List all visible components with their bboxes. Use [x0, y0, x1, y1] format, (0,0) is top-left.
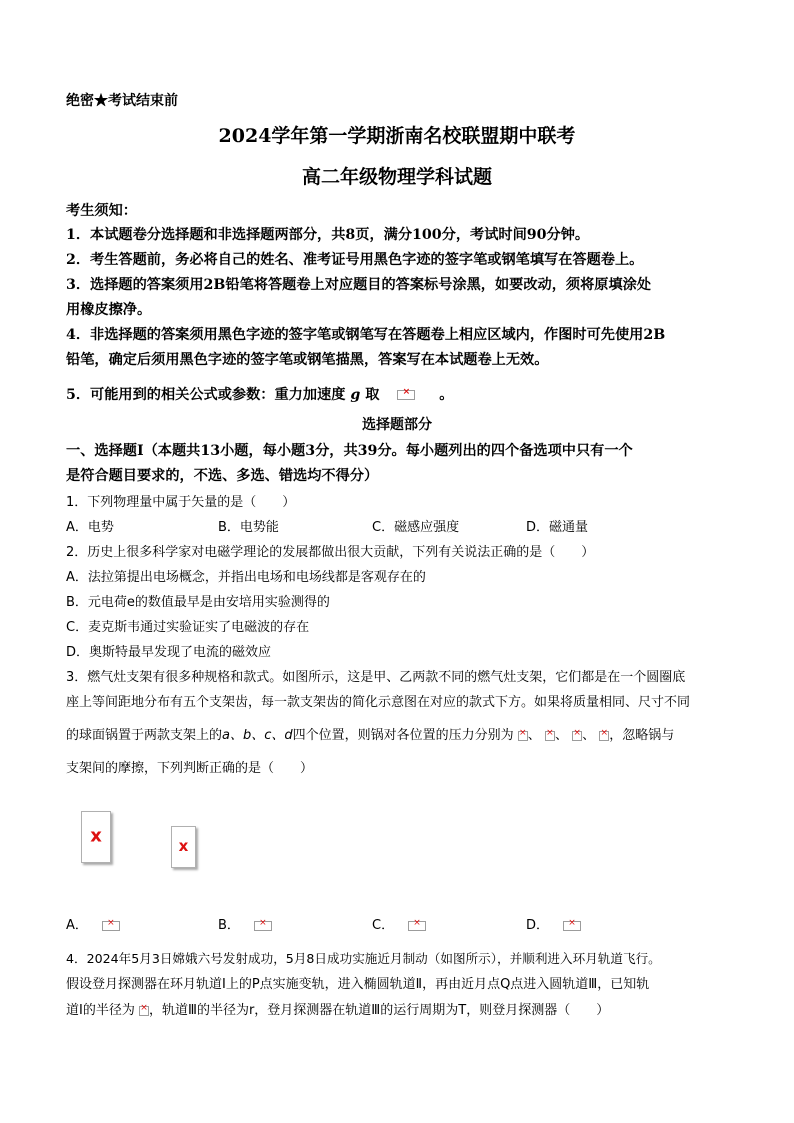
exam-title: 2024学年第一学期浙南名校联盟期中联考 [218, 125, 576, 147]
q2-option-b: B．元电荷e的数值最早是由安培用实验测得的 [66, 595, 330, 610]
q3-line-2: 座上等间距地分布有五个支架齿，每一款支架齿的简化示意图在对应的款式下方。如果将质量相同、尺寸不同 [66, 695, 691, 710]
gravity-symbol: g [350, 387, 361, 403]
q4-line-3 [66, 999, 609, 1018]
notice-line-5-end: 。 [439, 387, 454, 403]
q3-option-c-label: C． [372, 918, 395, 933]
notice-line-3b: 用橡皮擦净。 [66, 302, 152, 318]
broken-image-icon [102, 921, 120, 931]
q3-line-4: 支架间的摩擦，下列判断正确的是（ ） [66, 761, 314, 776]
broken-image-icon [397, 390, 415, 400]
notice-line-4b: 铅笔，确定后须用黑色字迹的签字笔或钢笔描黑，答案写在本试题卷上无效。 [66, 352, 549, 368]
q3-line-3-suffix: ，忽略锅与 [609, 728, 675, 743]
broken-image-icon [563, 921, 581, 931]
broken-image-icon [545, 731, 555, 741]
q3-line-3-prefix: 的球面锅置于两款支架上的 [66, 728, 223, 743]
notice-line-5 [66, 384, 453, 404]
q3-option-b [218, 914, 272, 933]
section-title: 选择题部分 [362, 417, 432, 433]
q3-line-3-mid: 四个位置，则锅对各位置的压力分别为 [292, 728, 514, 743]
notice-line-5-prefix: 5．可能用到的相关公式或参数：重力加速度 [66, 387, 346, 403]
q3-sep-1: 、 [527, 728, 541, 743]
notice-line-3a: 3．选择题的答案须用2B铅笔将答题卷上对应题目的答案标号涂黑，如要改动，须将原填涂处 [66, 277, 652, 293]
q4-line-3-prefix: 道Ⅰ的半径为 [66, 1003, 135, 1018]
q2-option-d: D．奥斯特最早发现了电流的磁效应 [66, 645, 272, 660]
part1-instructions-line-2: 是符合题目要求的，不选、多选、错选均不得分） [66, 468, 379, 484]
q1-option-c: C．磁感应强度 [372, 520, 460, 535]
broken-figure-icon: x [171, 826, 196, 868]
q3-option-c [372, 914, 426, 933]
q3-line-3 [66, 724, 674, 743]
broken-image-icon [599, 731, 609, 741]
q1-option-d: D．磁通量 [526, 520, 589, 535]
q1-option-b: B．电势能 [218, 520, 279, 535]
notice-line-2: 2．考生答题前，务必将自己的姓名、准考证号用黑色字迹的签字笔或钢笔填写在答题卷上。 [66, 252, 644, 268]
q4-line-3-suffix: ，轨道Ⅲ的半径为r，登月探测器在轨道Ⅲ的运行周期为T，则登月探测器（ ） [148, 1003, 610, 1018]
broken-image-icon [572, 731, 582, 741]
part1-instructions-line-1: 一、选择题Ⅰ（本题共13小题，每小题3分，共39分。每小题列出的四个备选项中只有一个 [66, 443, 633, 459]
broken-image-icon [518, 731, 528, 741]
exam-subtitle: 高二年级物理学科试题 [301, 166, 492, 188]
broken-figure-icon: x [81, 811, 111, 863]
q1-stem: 1．下列物理量中属于矢量的是（ ） [66, 495, 296, 510]
q2-option-c: C．麦克斯韦通过实验证实了电磁波的存在 [66, 620, 310, 635]
q3-line-1: 3．燃气灶支架有很多种规格和款式。如图所示，这是甲、乙两款不同的燃气灶支架，它们都是在一个圆圈底 [66, 670, 686, 685]
broken-image-icon [408, 921, 426, 931]
q3-position-vars: a、b、c、d [222, 728, 293, 743]
q2-stem: 2．历史上很多科学家对电磁学理论的发展都做出很大贡献，下列有关说法正确的是（ ） [66, 545, 595, 560]
notice-line-1: 1．本试题卷分选择题和非选择题两部分，共8页，满分100分，考试时间90分钟。 [66, 227, 590, 243]
q3-option-a [66, 914, 120, 933]
notice-heading: 考生须知： [66, 203, 137, 219]
q3-sep-3: 、 [582, 728, 596, 743]
q3-option-d-label: D． [526, 918, 550, 933]
q3-option-b-label: B． [218, 918, 240, 933]
q4-line-1: 4．2024年5月3日嫦娥六号发射成功，5月8日成功实施近月制动（如图所示），并顺利进入环月轨道飞行。 [66, 951, 661, 966]
confidential-label: 绝密★考试结束前 [66, 93, 178, 109]
q3-option-a-label: A． [66, 918, 88, 933]
notice-line-5-take: 取 [365, 387, 380, 403]
q4-line-2: 假设登月探测器在环月轨道Ⅰ上的P点实施变轨，进入椭圆轨道Ⅱ，再由近月点Q点进入圆轨道Ⅲ，已知轨 [66, 977, 650, 992]
broken-image-icon [139, 1006, 149, 1016]
q3-sep-2: 、 [554, 728, 568, 743]
q3-option-d [526, 914, 581, 933]
broken-image-icon [254, 921, 272, 931]
q2-option-a: A．法拉第提出电场概念，并指出电场和电场线都是客观存在的 [66, 570, 426, 585]
notice-line-4a: 4．非选择题的答案须用黑色字迹的签字笔或钢笔写在答题卷上相应区域内，作图时可先使用2B [66, 327, 666, 343]
q1-option-a: A．电势 [66, 520, 114, 535]
